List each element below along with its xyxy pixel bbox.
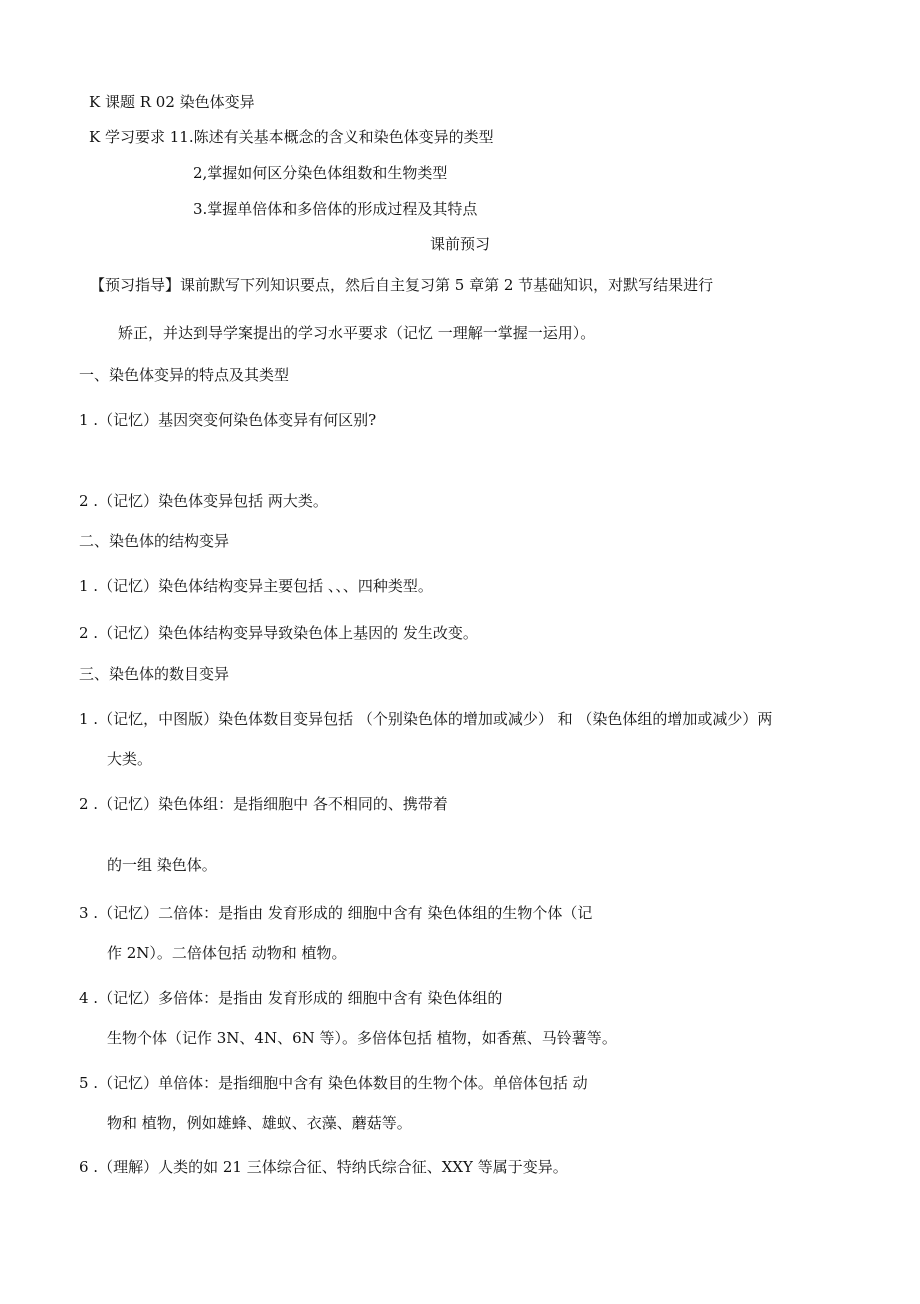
- part3-question-3-line-2: 作 2N）。二倍体包括 动物和 植物。: [107, 944, 347, 962]
- part2-heading: 二、染色体的结构变异: [79, 532, 230, 550]
- part1-heading: 一、染色体变异的特点及其类型: [79, 366, 290, 384]
- section-title: 课前预习: [429, 235, 490, 253]
- requirement-line-3: 3.掌握单倍体和多倍体的形成过程及其特点: [193, 200, 478, 218]
- part3-question-5-line-1: 5 .（记忆）单倍体：是指细胞中含有 染色体数目的生物个体。单倍体包括 动: [79, 1074, 588, 1092]
- guide-line-2: 矫正，并达到导学案提出的学习水平要求（记忆 一理解一掌握一运用）。: [118, 324, 596, 342]
- part2-question-2: 2 .（记忆）染色体结构变异导致染色体上基因的 发生改变。: [79, 624, 478, 642]
- part3-heading: 三、染色体的数目变异: [79, 665, 230, 683]
- requirement-line-1: K 学习要求 11.陈述有关基本概念的含义和染色体变异的类型: [89, 128, 494, 146]
- part3-question-5-line-2: 物和 植物，例如雄蜂、雄蚁、衣藻、蘑菇等。: [107, 1114, 412, 1132]
- part1-question-2: 2 .（记忆）染色体变异包括 两大类。: [79, 492, 328, 510]
- part3-question-2-line-1: 2 .（记忆）染色体组：是指细胞中 各不相同的、携带着: [79, 795, 448, 813]
- requirement-line-2: 2,掌握如何区分染色体组数和生物类型: [193, 164, 448, 182]
- part3-question-1-line-2: 大类。: [107, 750, 153, 768]
- part1-question-1: 1 .（记忆）基因突变何染色体变异有何区别?: [79, 411, 377, 429]
- part3-question-4-line-1: 4 .（记忆）多倍体：是指由 发育形成的 细胞中含有 染色体组的: [79, 989, 503, 1007]
- part3-question-3-line-1: 3 .（记忆）二倍体：是指由 发育形成的 细胞中含有 染色体组的生物个体（记: [79, 904, 593, 922]
- topic-line: K 课题 R 02 染色体变异: [89, 93, 255, 111]
- part3-question-6: 6 .（理解）人类的如 21 三体综合征、特纳氏综合征、XXY 等属于变异。: [79, 1158, 568, 1176]
- part3-question-4-line-2: 生物个体（记作 3N、4N、6N 等）。多倍体包括 植物，如香蕉、马铃薯等。: [107, 1029, 617, 1047]
- guide-line-1: 【预习指导】课前默写下列知识要点，然后自主复习第 5 章第 2 节基础知识，对默写结果进行: [90, 276, 714, 294]
- part3-question-1-line-1: 1 .（记忆，中图版）染色体数目变异包括 （个别染色体的增加或减少） 和 （染色体组的增加或减少）两: [79, 710, 773, 728]
- part3-question-2-line-2: 的一组 染色体。: [107, 856, 217, 874]
- part2-question-1: 1 .（记忆）染色体结构变异主要包括 、、、四种类型。: [79, 577, 433, 595]
